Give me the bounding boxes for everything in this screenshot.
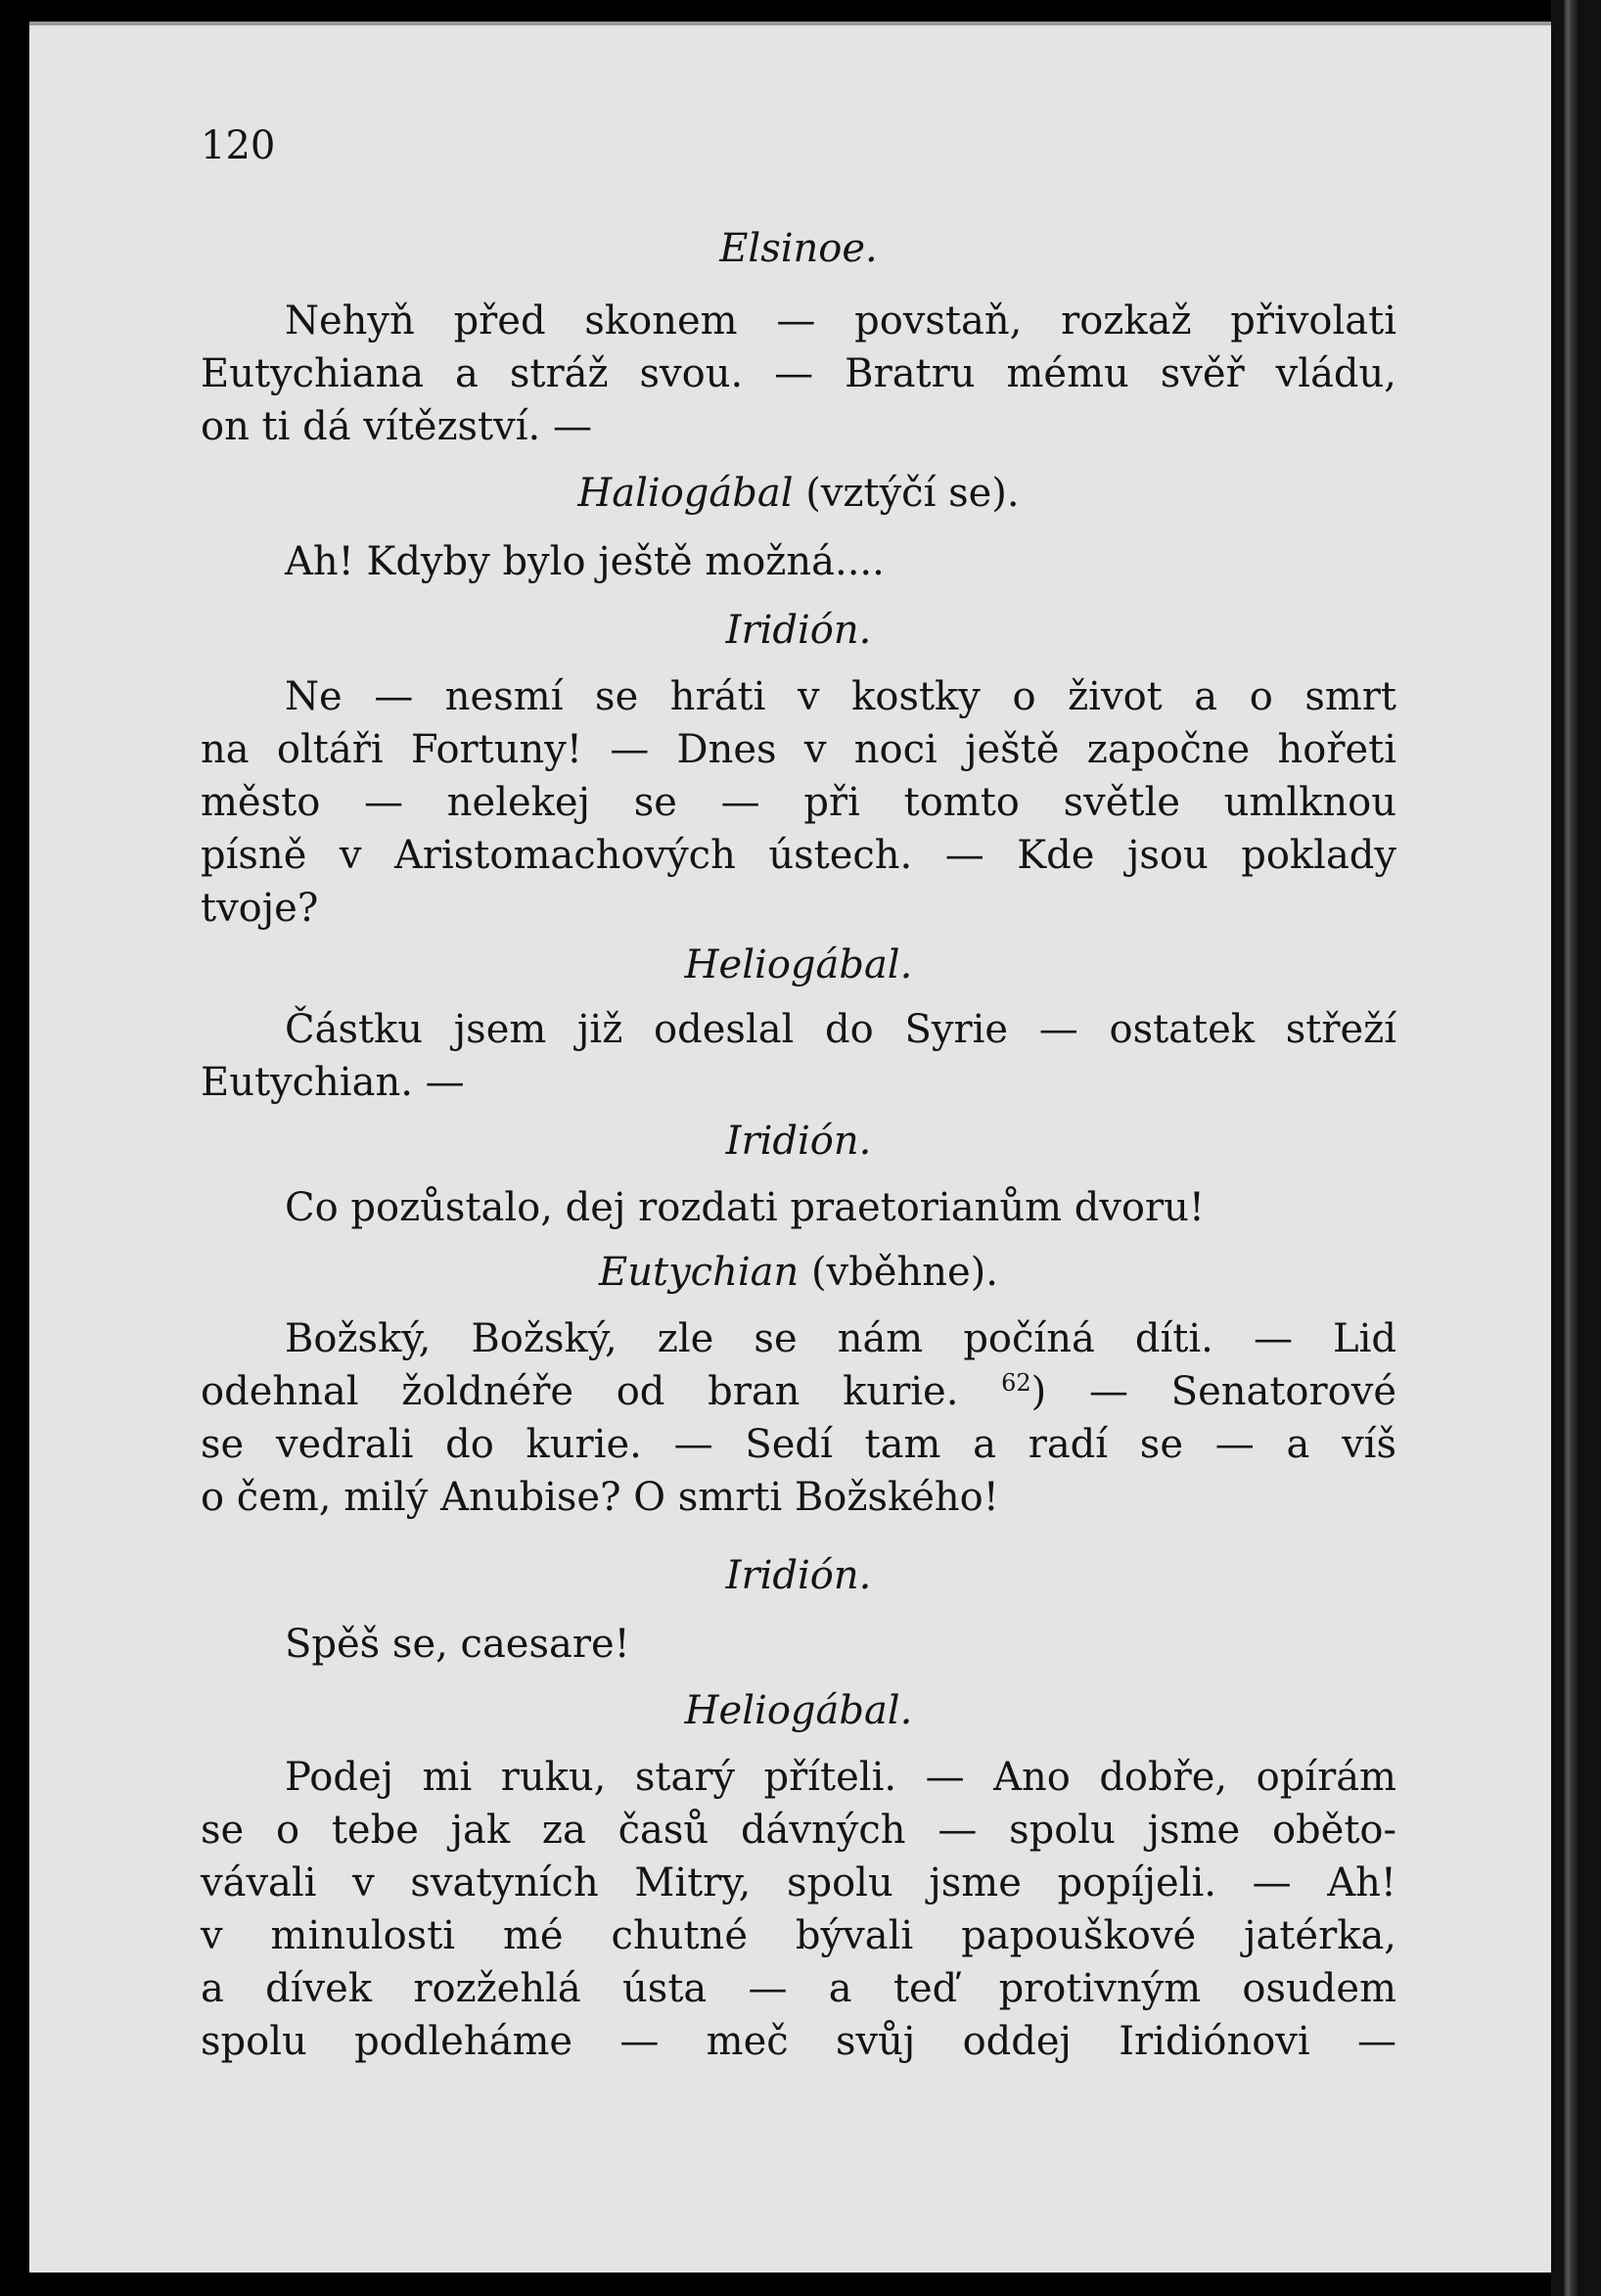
speaker-heading [201,470,1396,517]
text-line: se vedrali do kurie. — Sedí tam a radí se — a víš [201,1422,1396,1467]
text-segment: ) — Senatorové [1030,1369,1396,1414]
text-line: o čem, milý Anubise? O smrti Božského! [201,1475,999,1520]
text-line: Spěš se, caesare! [285,1622,630,1667]
stage-direction: (vběhne). [799,1250,998,1295]
speaker-heading: Heliogábal. [684,1688,913,1733]
text-line: on ti dá vítězství. — [201,404,592,449]
speaker-heading: Iridión. [725,1553,872,1598]
speaker-heading: Iridión. [725,1119,872,1164]
footnote-marker: 62 [1001,1369,1031,1397]
text-line: písně v Aristomachových ústech. — Kde jsou poklady [201,833,1396,878]
text-line: Božský, Božský, zle se nám počíná díti. — Lid [285,1316,1396,1361]
text-line: Ah! Kdyby bylo ještě možná.... [285,539,885,584]
stage-direction: (vztýčí se). [793,471,1020,516]
text-line: Podej mi ruku, starý příteli. — Ano dobře, opírám [285,1755,1396,1800]
speaker-heading: Iridión. [725,608,872,653]
page-number: 120 [201,123,276,168]
book-spine-edge [1564,0,1578,2296]
text-line [201,1368,1396,1415]
text-line: Částku jsem již odeslal do Syrie — ostatek střeží [285,1007,1396,1052]
text-line: spolu podleháme — meč svůj oddej Iridiónovi — [201,2019,1396,2064]
text-line: Eutychiana a stráž svou. — Bratru mému svěř vládu, [201,351,1396,396]
text-line: a dívek rozžehlá ústa — a teď protivným osudem [201,1966,1396,2011]
text-line: vávali v svatyních Mitry, spolu jsme popíjeli. — Ah! [201,1860,1396,1906]
text-line: Eutychian. — [201,1060,465,1105]
text-line: Nehyň před skonem — povstaň, rozkaž přivolati [285,298,1396,344]
page-top-shadow [29,22,1551,25]
text-segment: odehnal žoldnéře od bran kurie. [201,1369,1002,1414]
text-line: město — nelekej se — při tomto světle umlknou [201,780,1396,825]
speaker-name: Haliogábal [577,471,794,516]
speaker-name: Eutychian [599,1250,800,1295]
speaker-heading [201,1249,1396,1296]
text-line: Ne — nesmí se hráti v kostky o život a o smrt [285,674,1396,719]
text-line: se o tebe jak za časů dávných — spolu jsme oběto- [201,1808,1396,1853]
text-line: v minulosti mé chutné bývali papouškové jatérka, [201,1913,1396,1958]
text-line: tvoje? [201,886,319,931]
text-line: Co pozůstalo, dej rozdati praetorianům dvoru! [285,1185,1205,1230]
text-line: na oltáři Fortuny! — Dnes v noci ještě započne hořeti [201,727,1396,772]
speaker-heading: Heliogábal. [684,942,913,987]
speaker-heading: Elsinoe. [719,226,878,271]
